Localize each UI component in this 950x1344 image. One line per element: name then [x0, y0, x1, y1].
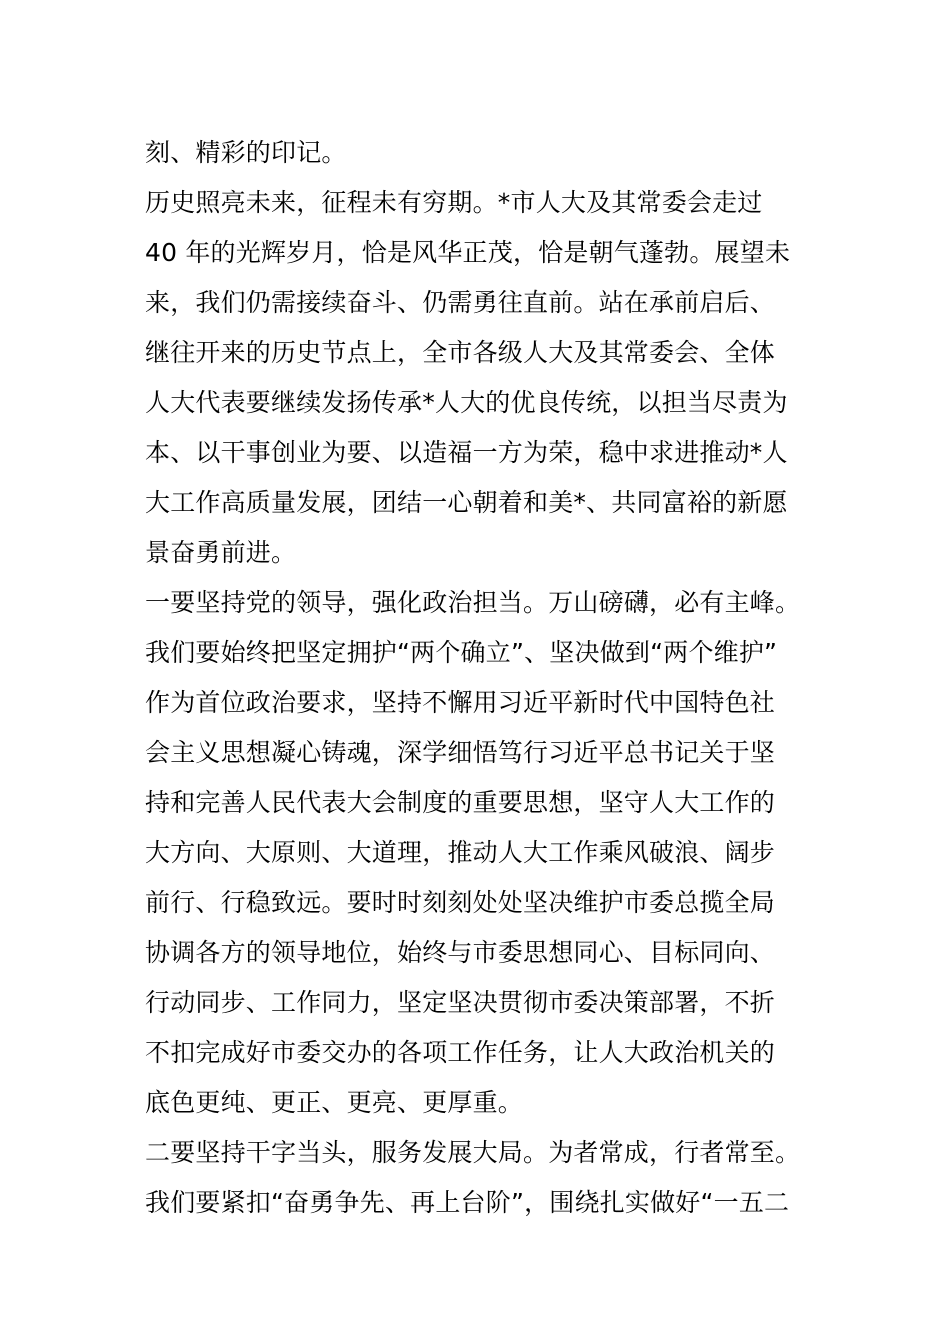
document-body [145, 128, 825, 1228]
text-line: 我们要始终把坚定拥护“两个确立”、坚决做到“两个维护” [145, 638, 778, 667]
text-line: 大工作高质量发展，团结一心朝着和美*、共同富裕的新愿 [145, 488, 788, 517]
text-line: 会主义思想凝心铸魂，深学细悟笃行习近平总书记关于坚 [145, 738, 776, 767]
text-line: 二要坚持干字当头，服务发展大局。为者常成，行者常至。 [145, 1138, 801, 1167]
text-line: 作为首位政治要求，坚持不懈用习近平新时代中国特色社 [145, 688, 776, 717]
text-line: 景奋勇前进。 [145, 538, 297, 567]
text-line: 我们要紧扣“奋勇争先、再上台阶”，围绕扎实做好“一五二 [145, 1188, 790, 1217]
text-line: 一要坚持党的领导，强化政治担当。万山磅礴，必有主峰。 [145, 588, 801, 617]
text-line: 底色更纯、更正、更亮、更厚重。 [145, 1088, 524, 1117]
text-line: 不扣完成好市委交办的各项工作任务，让人大政治机关的 [145, 1038, 776, 1067]
text-line: 前行、行稳致远。要时时刻刻处处坚决维护市委总揽全局 [145, 888, 776, 917]
text-line: 持和完善人民代表大会制度的重要思想，坚守人大工作的 [145, 788, 776, 817]
text-line: 协调各方的领导地位，始终与市委思想同心、目标同向、 [145, 938, 776, 967]
text-line: 继往开来的历史节点上，全市各级人大及其常委会、全体 [145, 338, 776, 367]
text-line: 人大代表要继续发扬传承*人大的优良传统，以担当尽责为 [145, 388, 788, 417]
text-line: 行动同步、工作同力，坚定坚决贯彻市委决策部署，不折 [145, 988, 776, 1017]
text-line: 来，我们仍需接续奋斗、仍需勇往直前。站在承前启后、 [145, 288, 776, 317]
text-line: 本、以干事创业为要、以造福一方为荣，稳中求进推动*人 [145, 438, 788, 467]
text-line: 刻、精彩的印记。 [145, 138, 347, 167]
text-line: 历史照亮未来，征程未有穷期。*市人大及其常委会走过 [145, 188, 763, 217]
text-line: 大方向、大原则、大道理，推动人大工作乘风破浪、阔步 [145, 838, 776, 867]
text-line: 40 年的光辉岁月，恰是风华正茂，恰是朝气蓬勃。展望未 [145, 238, 791, 267]
